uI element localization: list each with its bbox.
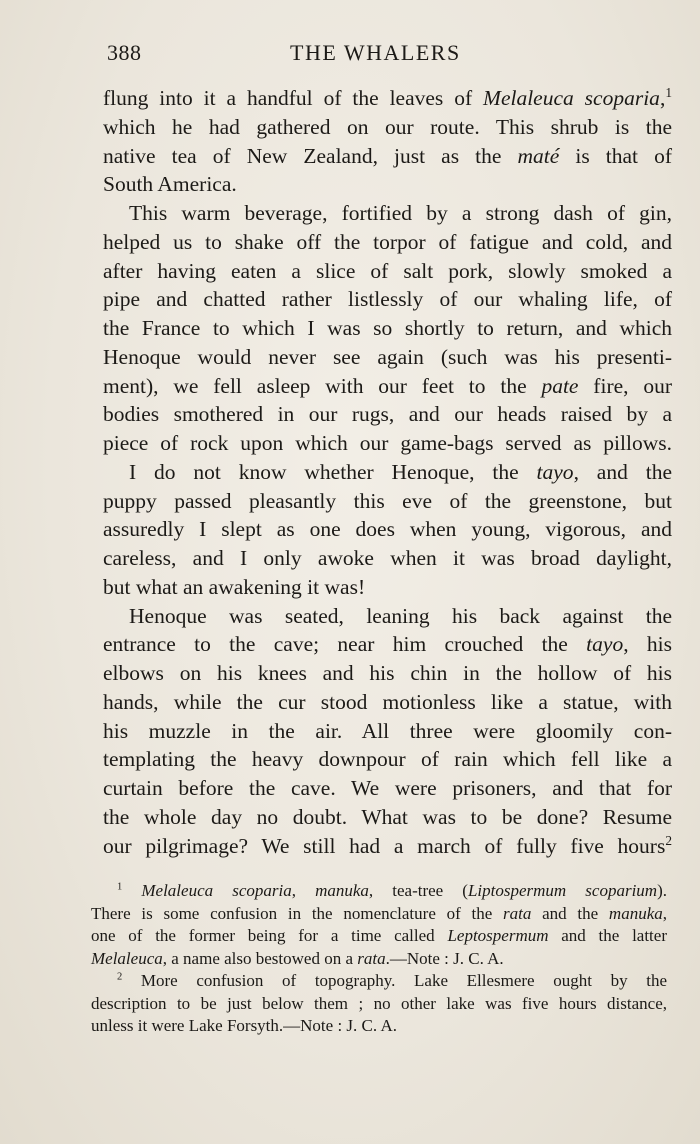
text-line: native tea of New Zealand, just as the maté is that of [103, 143, 672, 168]
page-number: 388 [107, 40, 142, 65]
text-line: piece of rock upon which our game-bags served as pillows. [103, 431, 672, 455]
text-line: entrance to the cave; near him crouched the tayo, his [103, 632, 672, 657]
text-line: his muzzle in the air. All three were gloomily con- [103, 718, 672, 743]
text-line: which he had gathered on our route. This shrub is the [103, 114, 672, 139]
text-line: puppy passed pleasantly this eve of the greenstone, but [103, 488, 672, 513]
text-line: careless, and I only awoke when it was broad daylight, [103, 546, 672, 570]
text-line: but what an awakening it was! [103, 574, 366, 599]
text-line: I do not know whether Henoque, the tayo, and the [129, 459, 672, 484]
text-line: elbows on his knees and his chin in the hollow of his [103, 661, 672, 685]
text-line: the France to which I was so shortly to return, and which [103, 316, 672, 340]
text-line: Henoque would never see again (such was his presenti- [103, 344, 672, 369]
footnote-line: one of the former being for a time called Leptospermum and the latter [91, 926, 667, 945]
footnote-line: Melaleuca, a name also bestowed on a rata.—Note : J. C. A. [91, 948, 504, 968]
text-line: hands, while the cur stood motionless like a statue, with [103, 689, 672, 714]
text-line: Henoque was seated, leaning his back against the [129, 603, 672, 628]
footnote-line: description to be just below them ; no other lake was five hours distance, [91, 993, 667, 1013]
text-line: assuredly I slept as one does when young, vigorous, and [103, 517, 672, 542]
text-line: This warm beverage, fortified by a strong dash of gin, [129, 201, 672, 225]
text-line: curtain before the cave. We were prisoners, and that for [103, 776, 672, 800]
text-line: ment), we fell asleep with our feet to the pate fire, our [103, 373, 672, 398]
body-text [103, 84, 672, 860]
page-header [107, 40, 497, 70]
text-line: after having eaten a slice of salt pork, slowly smoked a [103, 258, 672, 283]
footnote-line: $^1$ Melaleuca scoparia, manuka, tea-tree (Liptospermum scoparium). [117, 881, 667, 900]
text-line: the whole day no doubt. What was to be done? Resume [103, 804, 672, 829]
text-line: templating the heavy downpour of rain which fell like a [103, 747, 672, 772]
text-line: flung into it a handful of the leaves of Melaleuca scoparia,$^1$ [103, 85, 672, 110]
footnotes [91, 880, 667, 1038]
footnote-line: There is some confusion in the nomenclature of the rata and the manuka, [91, 903, 667, 923]
text-line: helped us to shake off the torpor of fatigue and cold, and [103, 229, 672, 254]
text-line: bodies smothered in our rugs, and our heads raised by a [103, 402, 672, 427]
text-line: South America. [103, 172, 237, 197]
footnote-line: unless it were Lake Forsyth.—Note : J. C. A. [91, 1016, 397, 1035]
footnote-line: $^2$ More confusion of topography. Lake Ellesmere ought by the [117, 971, 667, 990]
running-head: THE WHALERS [290, 40, 461, 65]
text-line: pipe and chatted rather listlessly of our whaling life, of [103, 287, 672, 312]
text-line: our pilgrimage? We still had a march of fully five hours$^2$ [103, 832, 672, 858]
